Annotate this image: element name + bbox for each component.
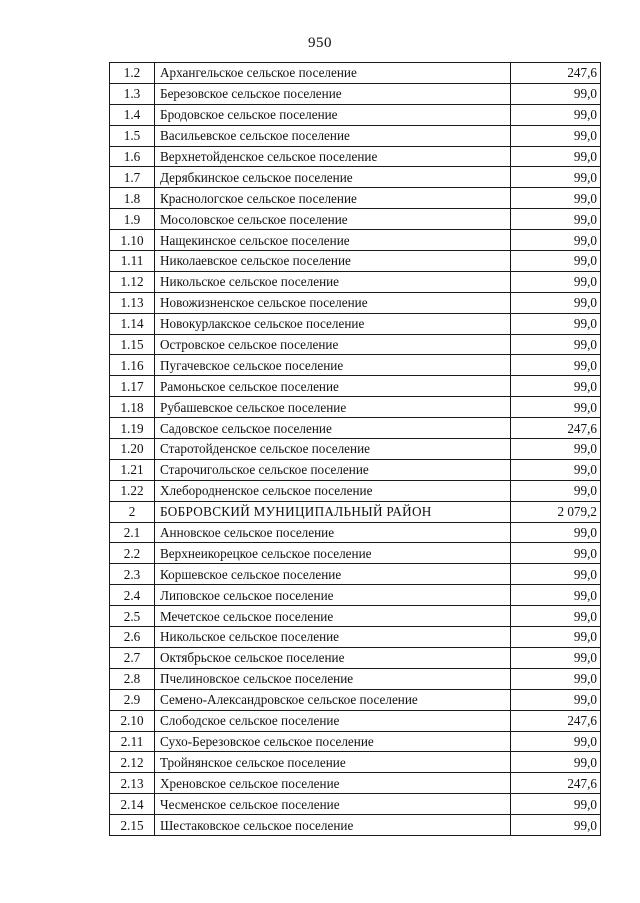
settlement-name-cell: Краснологское сельское поселение bbox=[155, 188, 511, 209]
amount-cell: 99,0 bbox=[511, 334, 601, 355]
table-row bbox=[110, 752, 601, 773]
amount-cell: 99,0 bbox=[511, 627, 601, 648]
row-number-cell: 1.7 bbox=[110, 167, 155, 188]
row-number-cell: 2.3 bbox=[110, 564, 155, 585]
row-number-cell: 1.22 bbox=[110, 480, 155, 501]
settlement-name-cell: Архангельское сельское поселение bbox=[155, 63, 511, 84]
settlement-name-cell: Островское сельское поселение bbox=[155, 334, 511, 355]
amount-cell: 99,0 bbox=[511, 480, 601, 501]
settlement-name-cell: Нащекинское сельское поселение bbox=[155, 230, 511, 251]
table-row bbox=[110, 459, 601, 480]
row-number-cell: 1.20 bbox=[110, 439, 155, 460]
amount-cell: 99,0 bbox=[511, 292, 601, 313]
row-number-cell: 1.21 bbox=[110, 459, 155, 480]
settlement-name-cell: Липовское сельское поселение bbox=[155, 585, 511, 606]
table-row bbox=[110, 418, 601, 439]
settlement-name-cell: Никольское сельское поселение bbox=[155, 271, 511, 292]
row-number-cell: 1.2 bbox=[110, 63, 155, 84]
settlement-name-cell: Пугачевское сельское поселение bbox=[155, 355, 511, 376]
settlement-name-cell: Бродовское сельское поселение bbox=[155, 104, 511, 125]
row-number-cell: 1.9 bbox=[110, 209, 155, 230]
settlement-name-cell: Березовское сельское поселение bbox=[155, 83, 511, 104]
row-number-cell: 1.12 bbox=[110, 271, 155, 292]
amount-cell: 99,0 bbox=[511, 271, 601, 292]
amount-cell: 99,0 bbox=[511, 355, 601, 376]
settlement-name-cell: Никольское сельское поселение bbox=[155, 627, 511, 648]
amount-cell: 99,0 bbox=[511, 689, 601, 710]
settlement-name-cell: Старотойденское сельское поселение bbox=[155, 439, 511, 460]
row-number-cell: 2.8 bbox=[110, 668, 155, 689]
row-number-cell: 1.11 bbox=[110, 251, 155, 272]
table-row bbox=[110, 63, 601, 84]
row-number-cell: 2 bbox=[110, 501, 155, 522]
amount-cell: 99,0 bbox=[511, 313, 601, 334]
table-row bbox=[110, 689, 601, 710]
settlement-name-cell: Верхнеикорецкое сельское поселение bbox=[155, 543, 511, 564]
settlement-name-cell: Анновское сельское поселение bbox=[155, 522, 511, 543]
table-row bbox=[110, 125, 601, 146]
row-number-cell: 2.4 bbox=[110, 585, 155, 606]
table-row bbox=[110, 815, 601, 836]
row-number-cell: 2.1 bbox=[110, 522, 155, 543]
amount-cell: 99,0 bbox=[511, 522, 601, 543]
amount-cell: 247,6 bbox=[511, 773, 601, 794]
row-number-cell: 1.5 bbox=[110, 125, 155, 146]
amount-cell: 99,0 bbox=[511, 606, 601, 627]
row-number-cell: 1.14 bbox=[110, 313, 155, 334]
settlement-name-cell: БОБРОВСКИЙ МУНИЦИПАЛЬНЫЙ РАЙОН bbox=[155, 501, 511, 522]
amount-cell: 99,0 bbox=[511, 731, 601, 752]
table-row bbox=[110, 585, 601, 606]
amount-cell: 247,6 bbox=[511, 418, 601, 439]
settlement-name-cell: Чесменское сельское поселение bbox=[155, 794, 511, 815]
table-row bbox=[110, 710, 601, 731]
row-number-cell: 2.10 bbox=[110, 710, 155, 731]
table-row bbox=[110, 292, 601, 313]
table-row bbox=[110, 731, 601, 752]
table-row bbox=[110, 104, 601, 125]
amount-cell: 99,0 bbox=[511, 209, 601, 230]
settlement-name-cell: Николаевское сельское поселение bbox=[155, 251, 511, 272]
row-number-cell: 2.6 bbox=[110, 627, 155, 648]
table-row bbox=[110, 188, 601, 209]
amount-cell: 99,0 bbox=[511, 251, 601, 272]
amount-cell: 99,0 bbox=[511, 397, 601, 418]
amount-cell: 99,0 bbox=[511, 543, 601, 564]
table-row bbox=[110, 627, 601, 648]
settlement-name-cell: Сухо-Березовское сельское поселение bbox=[155, 731, 511, 752]
row-number-cell: 2.2 bbox=[110, 543, 155, 564]
amount-cell: 99,0 bbox=[511, 439, 601, 460]
row-number-cell: 1.4 bbox=[110, 104, 155, 125]
row-number-cell: 1.6 bbox=[110, 146, 155, 167]
table-row bbox=[110, 794, 601, 815]
settlement-name-cell: Шестаковское сельское поселение bbox=[155, 815, 511, 836]
table-row bbox=[110, 251, 601, 272]
settlement-allocation-table bbox=[109, 62, 601, 836]
table-row bbox=[110, 209, 601, 230]
table-row bbox=[110, 376, 601, 397]
district-row bbox=[110, 501, 601, 522]
row-number-cell: 1.15 bbox=[110, 334, 155, 355]
table-row bbox=[110, 397, 601, 418]
amount-cell: 99,0 bbox=[511, 564, 601, 585]
row-number-cell: 1.8 bbox=[110, 188, 155, 209]
row-number-cell: 2.11 bbox=[110, 731, 155, 752]
settlement-name-cell: Коршевское сельское поселение bbox=[155, 564, 511, 585]
row-number-cell: 2.9 bbox=[110, 689, 155, 710]
amount-cell: 99,0 bbox=[511, 167, 601, 188]
amount-cell: 99,0 bbox=[511, 125, 601, 146]
row-number-cell: 1.17 bbox=[110, 376, 155, 397]
amount-cell: 99,0 bbox=[511, 585, 601, 606]
amount-cell: 99,0 bbox=[511, 668, 601, 689]
table-row bbox=[110, 271, 601, 292]
table-row bbox=[110, 83, 601, 104]
row-number-cell: 2.5 bbox=[110, 606, 155, 627]
table-row bbox=[110, 313, 601, 334]
row-number-cell: 1.3 bbox=[110, 83, 155, 104]
table-row bbox=[110, 439, 601, 460]
table-row bbox=[110, 480, 601, 501]
table-row bbox=[110, 543, 601, 564]
table-row bbox=[110, 146, 601, 167]
amount-cell: 99,0 bbox=[511, 146, 601, 167]
settlement-name-cell: Хлебородненское сельское поселение bbox=[155, 480, 511, 501]
row-number-cell: 2.7 bbox=[110, 647, 155, 668]
settlement-name-cell: Рамоньское сельское поселение bbox=[155, 376, 511, 397]
settlement-name-cell: Семено-Александровское сельское поселение bbox=[155, 689, 511, 710]
row-number-cell: 1.16 bbox=[110, 355, 155, 376]
settlement-name-cell: Новожизненское сельское поселение bbox=[155, 292, 511, 313]
settlement-name-cell: Хреновское сельское поселение bbox=[155, 773, 511, 794]
amount-cell: 99,0 bbox=[511, 104, 601, 125]
table-row bbox=[110, 773, 601, 794]
amount-cell: 99,0 bbox=[511, 794, 601, 815]
table-row bbox=[110, 355, 601, 376]
amount-cell: 99,0 bbox=[511, 647, 601, 668]
settlement-name-cell: Октябрьское сельское поселение bbox=[155, 647, 511, 668]
amount-cell: 99,0 bbox=[511, 376, 601, 397]
amount-cell: 99,0 bbox=[511, 752, 601, 773]
table-row bbox=[110, 230, 601, 251]
row-number-cell: 2.14 bbox=[110, 794, 155, 815]
settlement-name-cell: Васильевское сельское поселение bbox=[155, 125, 511, 146]
row-number-cell: 2.12 bbox=[110, 752, 155, 773]
amount-cell: 99,0 bbox=[511, 188, 601, 209]
row-number-cell: 2.13 bbox=[110, 773, 155, 794]
settlement-name-cell: Пчелиновское сельское поселение bbox=[155, 668, 511, 689]
row-number-cell: 1.10 bbox=[110, 230, 155, 251]
settlement-name-cell: Мосоловское сельское поселение bbox=[155, 209, 511, 230]
amount-cell: 99,0 bbox=[511, 459, 601, 480]
table-row bbox=[110, 167, 601, 188]
row-number-cell: 1.19 bbox=[110, 418, 155, 439]
settlement-name-cell: Мечетское сельское поселение bbox=[155, 606, 511, 627]
amount-cell: 99,0 bbox=[511, 230, 601, 251]
amount-cell: 2 079,2 bbox=[511, 501, 601, 522]
table-row bbox=[110, 564, 601, 585]
row-number-cell: 1.13 bbox=[110, 292, 155, 313]
row-number-cell: 2.15 bbox=[110, 815, 155, 836]
amount-cell: 247,6 bbox=[511, 63, 601, 84]
settlement-name-cell: Дерябкинское сельское поселение bbox=[155, 167, 511, 188]
amount-cell: 247,6 bbox=[511, 710, 601, 731]
table-row bbox=[110, 668, 601, 689]
table-body bbox=[110, 63, 601, 836]
settlement-name-cell: Садовское сельское поселение bbox=[155, 418, 511, 439]
settlement-name-cell: Слободское сельское поселение bbox=[155, 710, 511, 731]
table-row bbox=[110, 606, 601, 627]
table-row bbox=[110, 522, 601, 543]
amount-cell: 99,0 bbox=[511, 815, 601, 836]
settlement-name-cell: Рубашевское сельское поселение bbox=[155, 397, 511, 418]
table-row bbox=[110, 334, 601, 355]
row-number-cell: 1.18 bbox=[110, 397, 155, 418]
page-number: 950 bbox=[308, 35, 332, 51]
table-row bbox=[110, 647, 601, 668]
amount-cell: 99,0 bbox=[511, 83, 601, 104]
settlement-name-cell: Новокурлакское сельское поселение bbox=[155, 313, 511, 334]
settlement-name-cell: Верхнетойденское сельское поселение bbox=[155, 146, 511, 167]
settlement-name-cell: Старочигольское сельское поселение bbox=[155, 459, 511, 480]
settlement-name-cell: Тройнянское сельское поселение bbox=[155, 752, 511, 773]
